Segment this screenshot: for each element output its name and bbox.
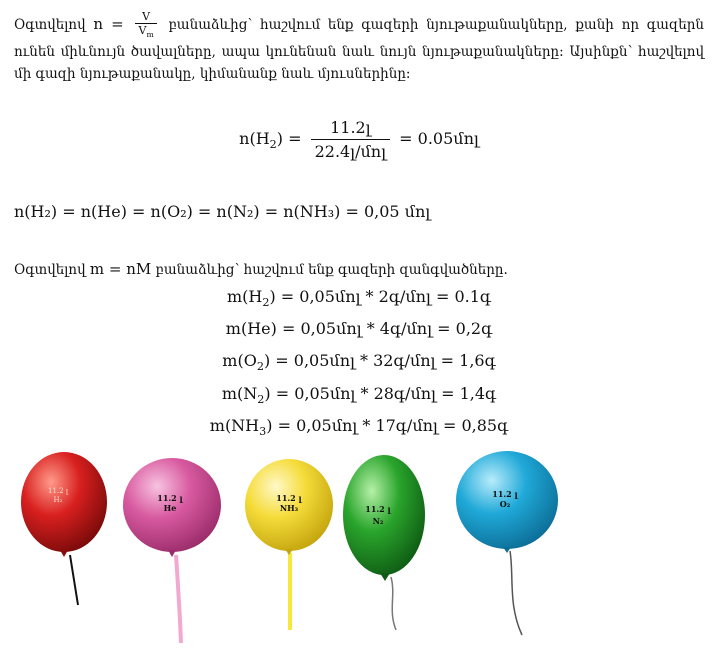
mass-eq-sub: 2	[262, 296, 270, 310]
fraction-den-sub: m	[146, 30, 154, 40]
fraction-numerator: V	[135, 10, 156, 24]
mass-eq-pre: m(He	[225, 319, 271, 339]
calc-numerator: 11.2լ	[311, 118, 390, 140]
mass-eq-pre: m(NH	[209, 415, 260, 435]
mass-eq-post: ) = 0,05մոլ * 2գ/մոլ = 0.1գ	[269, 287, 492, 306]
mass-intro-rest: բանաձևից՝ հաշվում ենք գազերի զանգվածները.	[155, 262, 508, 278]
mass-equations	[0, 284, 718, 445]
molar-calculation	[0, 118, 718, 161]
mass-eq-pre: m(H	[226, 287, 263, 306]
balloon-string	[176, 555, 181, 643]
formula-m-nm: m = nM	[89, 260, 152, 278]
mass-eq-h2	[0, 284, 718, 316]
calc-fraction	[311, 118, 390, 161]
mass-eq-post: ) = 0,05մոլ * 4գ/մոլ = 0,2գ	[270, 319, 493, 339]
fraction-v-vm	[135, 10, 156, 41]
balloon-volume-label: 11.2 լ	[492, 489, 518, 499]
mass-eq-sub: 2	[257, 392, 265, 406]
mass-intro	[14, 260, 508, 278]
balloon-h2	[21, 452, 107, 605]
calc-result: = 0.05մոլ	[399, 129, 479, 148]
mass-eq-nh3	[0, 413, 718, 445]
balloon-body	[21, 452, 107, 552]
balloon-gas-label: H₂	[53, 496, 63, 504]
balloon-gas-label: O₂	[499, 499, 511, 509]
balloon-string	[391, 577, 396, 630]
mass-eq-post: ) = 0,05մոլ * 32գ/մոլ = 1,6գ	[263, 351, 496, 371]
balloon-o2	[456, 451, 558, 635]
mass-eq-post: ) = 0,05մոլ * 17գ/մոլ = 0,85գ	[266, 415, 509, 435]
balloon-knot	[60, 550, 68, 557]
balloon-he	[123, 458, 221, 643]
fraction-denominator	[135, 24, 156, 41]
mass-intro-start: Օգտվելով	[14, 262, 86, 278]
calc-lhs-sub: 2	[269, 138, 277, 152]
balloon-volume-label: 11.2 լ	[276, 493, 302, 503]
formula-n: n =	[93, 15, 124, 34]
balloon-volume-label: 11.2 լ	[48, 487, 68, 495]
balloon-string	[70, 555, 78, 605]
mass-eq-pre: m(O	[222, 351, 257, 371]
mass-eq-n2	[0, 381, 718, 413]
mass-eq-sub: 2	[256, 360, 264, 374]
intro-paragraph	[14, 10, 704, 85]
calc-lhs-start: n(H	[239, 129, 270, 148]
calc-lhs-end: ) =	[276, 129, 302, 148]
mass-eq-post: ) = 0,05մոլ * 28գ/մոլ = 1,4գ	[264, 383, 497, 403]
balloon-gas-label: N₂	[372, 516, 384, 526]
balloon-gas-label: NH₃	[279, 503, 299, 513]
mass-eq-sub: 3	[259, 424, 267, 438]
calc-denominator: 22.4լ/մոլ	[314, 142, 387, 161]
balloon-knot	[380, 573, 390, 581]
calc-lhs	[239, 129, 302, 152]
equality-line: n(H₂) = n(He) = n(O₂) = n(N₂) = n(NH₃) = 0,05 մոլ	[14, 202, 431, 221]
balloon-volume-label: 11.2 լ	[157, 493, 183, 503]
balloons-illustration	[0, 445, 718, 650]
balloon-string	[510, 551, 522, 635]
balloon-nh3	[245, 459, 333, 630]
intro-text-rest: բանաձևից՝ հաշվում ենք գազերի նյութաքանակները, քանի որ գազերն ունեն միևնույն ծավալները, ապա կունենան նաև նույն նյութաքանակները: Այսինքն՝ հաշվելով մի գազի նյութաքանակը, կիմանանք նաև մյուսներինը:	[14, 17, 705, 83]
mass-eq-he	[0, 316, 718, 348]
balloon-body	[343, 455, 425, 575]
balloon-n2	[343, 455, 425, 630]
fraction-den-v: V	[138, 24, 147, 37]
mass-eq-o2	[0, 348, 718, 380]
mass-eq-pre: m(N	[221, 383, 258, 403]
balloon-gas-label: He	[163, 503, 177, 513]
balloon-volume-label: 11.2 լ	[365, 504, 391, 514]
intro-text-start: Օգտվելով	[14, 17, 86, 34]
